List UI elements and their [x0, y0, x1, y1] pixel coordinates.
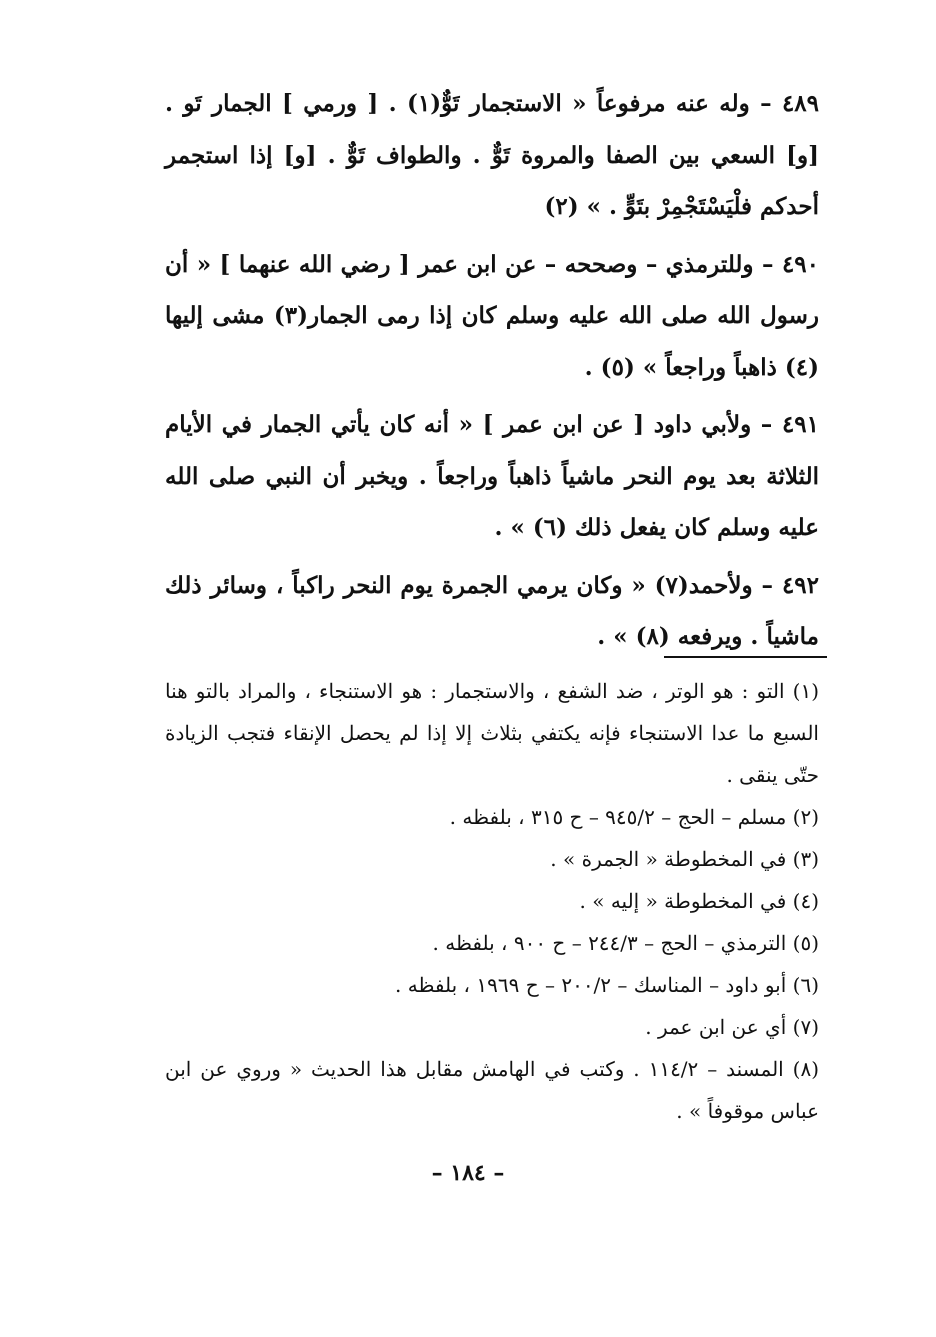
- footnote-1: (١) التو : هو الوتر ، ضد الشفع ، والاستجمار : هو الاستنجاء ، والمراد بالتو هنا السبع ما عدا الاستنجاء فإنه يكتفي بثلاث إلا إذا لم يحصل الإنقاء فتجب الزيادة حتّى ينقى .: [165, 679, 819, 787]
- hadith-492: ٤٩٢ – ولأحمد(٧) « وكان يرمي الجمرة يوم النحر راكباً ، وسائر ذلك ماشياً . ويرفعه (٨) » .: [165, 571, 819, 650]
- footnotes-block: [165, 670, 819, 1132]
- footnote-2: (٢) مسلم – الحج – ٩٤٥/٢ – ح ٣١٥ ، بلفظه .: [449, 805, 819, 829]
- hadith-491: ٤٩١ – ولأبي داود [ عن ابن عمر ] « أنه كان يأتي الجمار في الأيام الثلاثة بعد يوم النحر ماشياً ذاهباً وراجعاً . ويخبر أن النبي صلى الله عليه وسلم كان يفعل ذلك (٦) » .: [165, 411, 819, 541]
- hadith-489: ٤٨٩ – وله عنه مرفوعاً « الاستجمار تَوٌّ(١) . [ ورمي ] الجمار تَو . [و] السعي بين الصفا والمروة تَوٌّ . والطواف تَوٌّ . [و] إذا استجمر أحدكم فلْيَسْتَجْمِرْ بتَوٍّ . » (٢): [165, 90, 819, 220]
- footnote-8: (٨) المسند – ١١٤/٢ . وكتب في الهامش مقابل هذا الحديث « وروي عن ابن عباس موقوفاً » .: [165, 1057, 819, 1123]
- hadith-text-block: [165, 78, 819, 669]
- footnote-4: (٤) في المخطوطة « إليه » .: [579, 889, 819, 913]
- footnote-separator: [664, 656, 827, 658]
- footnote-7: (٧) أي عن ابن عمر .: [645, 1015, 819, 1039]
- hadith-490: ٤٩٠ – وللترمذي – وصححه – عن ابن عمر [ رضي الله عنهما ] « أن رسول الله صلى الله عليه وسلم كان إذا رمى الجمار(٣) مشى إليها (٤) ذاهباً وراجعاً » (٥) .: [165, 250, 819, 381]
- footnote-6: (٦) أبو داود – المناسك – ٢٠٠/٢ – ح ١٩٦٩ ، بلفظه .: [395, 973, 819, 997]
- page-number: – ١٨٤ –: [431, 1160, 505, 1186]
- footnote-5: (٥) الترمذي – الحج – ٢٤٤/٣ – ح ٩٠٠ ، بلفظه .: [432, 931, 819, 955]
- footnote-3: (٣) في المخطوطة « الجمرة » .: [550, 847, 819, 871]
